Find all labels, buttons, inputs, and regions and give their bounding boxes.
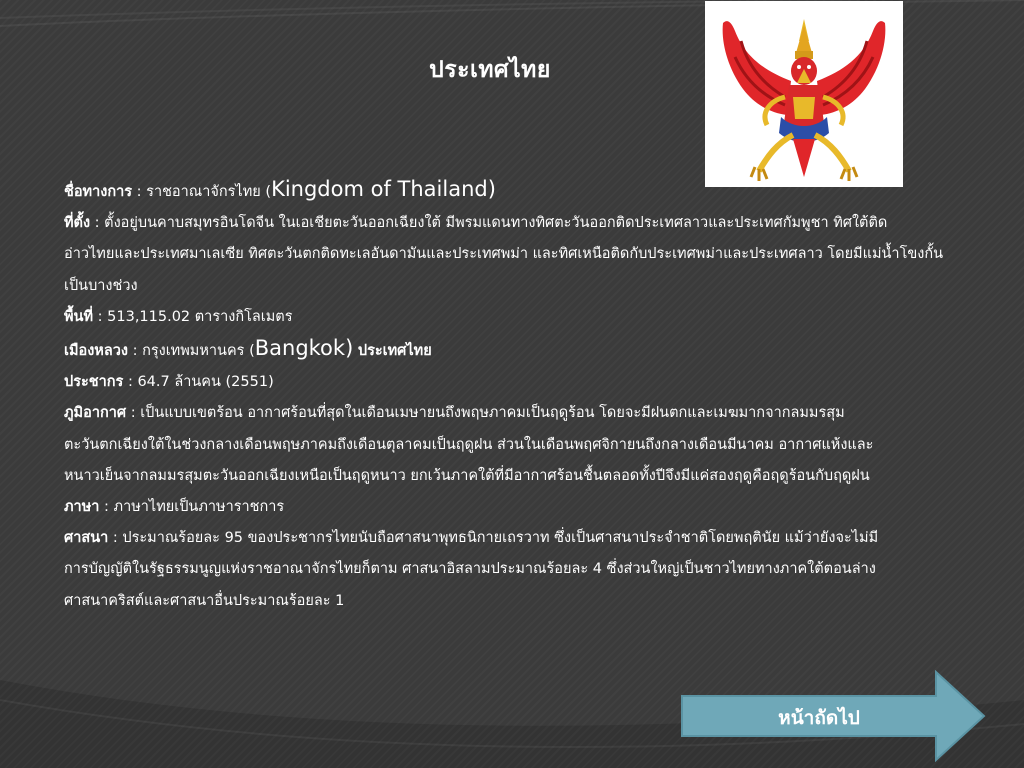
religion-row (64, 523, 944, 617)
area-row (64, 302, 944, 333)
location-line-2: อ่าวไทยและประเทศมาเลเซีย ทิศตะวันตกติดทะเลอันดามันและประเทศพม่า และทิศเหนือติดกับประเทศพม่าและประเทศลาว โดยมีแม่น้ำโขงกั้น (64, 246, 944, 263)
religion-label: ศาสนา (64, 530, 109, 547)
climate-line-2: ตะวันตกเฉียงใต้ในช่วงกลางเดือนพฤษภาคมถึงเดือนตุลาคมเป็นฤดูฝน ส่วนในเดือนพฤศจิกายนถึงกลางเดือนมีนาคม อากาศแห้งและ (64, 436, 874, 453)
capital-end: ) (345, 336, 354, 361)
capital-value: กรุงเทพมหานคร ( (142, 343, 255, 360)
population-label: ประชากร (64, 374, 124, 391)
separator: : (112, 530, 123, 547)
capital-label: เมืองหลวง (64, 343, 128, 360)
religion-line-1: ประมาณร้อยละ 95 ของประชากรไทยนับถือศาสนาพุทธนิกายเถรวาท ซึ่งเป็นศาสนาประจำชาติโดยพฤตินัย แม้ว่ายังจะไม่มี (122, 530, 879, 547)
next-page-label: หน้าถัดไป (778, 707, 860, 729)
religion-line-2: การบัญญัติในรัฐธรรมนูญแห่งราชอาณาจักรไทยก็ตาม ศาสนาอิสลามประมาณร้อยละ 4 ซึ่งส่วนใหญ่เป็นชาวไทยทางภาคใต้ตอนล่าง (64, 561, 876, 578)
capital-row (64, 333, 944, 367)
population-value: 64.7 ล้านคน (2551) (137, 374, 274, 391)
garuda-icon (705, 1, 903, 187)
official-name-value: ราชอาณาจักรไทย ( (146, 184, 272, 200)
climate-row (64, 398, 944, 492)
separator: : (97, 308, 108, 325)
official-name-en: Kingdom of Thailand (271, 177, 488, 201)
official-name-label: ชื่อทางการ (64, 184, 133, 200)
language-value: ภาษาไทยเป็นภาษาราชการ (113, 499, 285, 516)
area-value: 513,115.02 ตารางกิโลเมตร (107, 308, 293, 325)
population-row (64, 367, 944, 398)
separator: : (104, 499, 114, 516)
language-label: ภาษา (64, 499, 100, 516)
location-label: ที่ตั้ง (64, 215, 91, 232)
capital-en: Bangkok (254, 336, 346, 361)
official-name-row (64, 174, 944, 208)
religion-line-3: ศาสนาคริสต์และศาสนาอื่นประมาณร้อยละ 1 (64, 592, 345, 609)
garuda-emblem (705, 1, 903, 187)
area-label: พื้นที่ (64, 308, 94, 325)
separator: : (130, 405, 141, 422)
location-line-1: ตั้งอยู่บนคาบสมุทรอินโดจีน ในเอเชียตะวันออกเฉียงใต้ มีพรมแดนทางทิศตะวันออกติดประเทศลาวและประเทศกัมพูชา ทิศใต้ติด (104, 215, 888, 232)
next-page-button[interactable] (680, 670, 986, 762)
official-name-end: ) (487, 177, 496, 201)
capital-suffix: ประเทศไทย (357, 343, 432, 360)
language-row (64, 492, 944, 523)
climate-label: ภูมิอากาศ (64, 405, 127, 422)
location-row (64, 208, 944, 302)
separator: : (127, 374, 138, 391)
climate-line-3: หนาวเย็นจากลมมรสุมตะวันออกเฉียงเหนือเป็นฤดูหนาว ยกเว้นภาคใต้ที่มีอากาศร้อนชื้นตลอดทั้งปีจึงมีแค่สองฤดูคือฤดูร้อนกับฤดูฝน (64, 467, 870, 484)
slide-title: ประเทศไทย (429, 57, 551, 83)
climate-line-1: เป็นแบบเขตร้อน อากาศร้อนที่สุดในเดือนเมษายนถึงพฤษภาคมเป็นฤดูร้อน โดยจะมีฝนตกและเมฆมากจากลมมรสุม (140, 405, 845, 422)
country-info (64, 174, 944, 617)
separator: : (94, 215, 105, 232)
separator: : (132, 343, 143, 360)
separator: : (136, 184, 147, 200)
location-line-3: เป็นบางช่วง (64, 277, 138, 294)
